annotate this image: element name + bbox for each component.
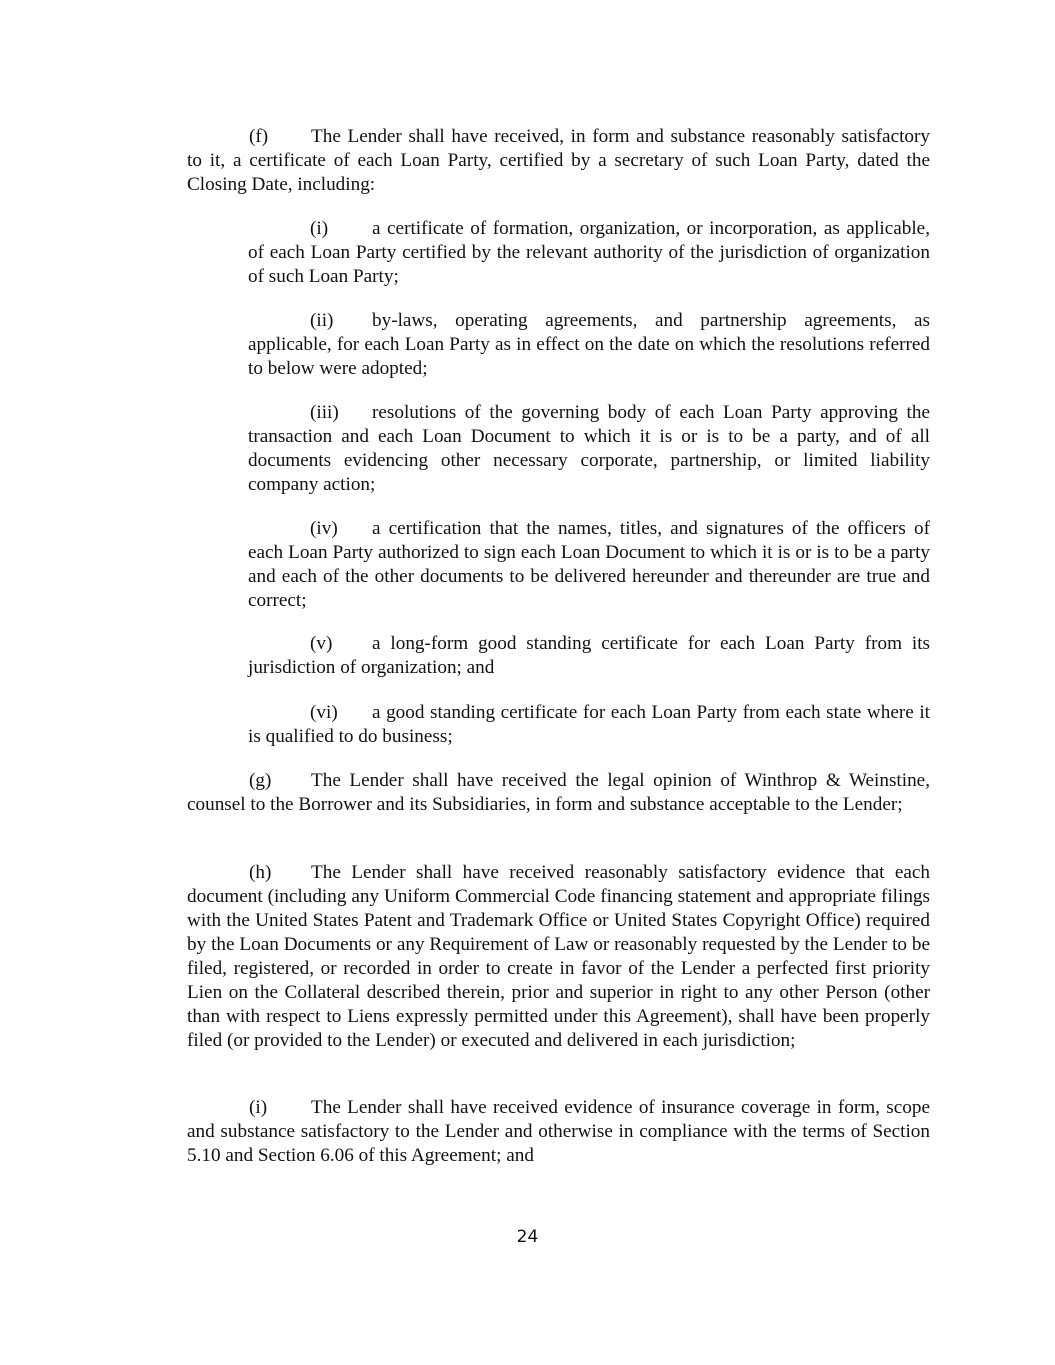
subparagraph-f-i bbox=[248, 217, 930, 289]
paragraph-marker: (i) bbox=[249, 1097, 268, 1118]
subparagraph-f-ii bbox=[248, 309, 930, 381]
paragraph-marker: (g) bbox=[249, 770, 272, 791]
paragraph-text: The Lender shall have received evidence of insurance coverage in form, scope and substance satisfactory to the Lender and otherwise in compliance with the terms of Section 5.10 and Section 6.06 of this Agreement; and bbox=[187, 1097, 930, 1166]
paragraph-marker: (v) bbox=[310, 633, 333, 654]
paragraph-marker: (f) bbox=[249, 126, 269, 147]
subparagraph-f-iv bbox=[248, 517, 930, 613]
paragraph-marker: (iii) bbox=[310, 402, 339, 423]
paragraph-text: a long-form good standing certificate for each Loan Party from its jurisdiction of organization; and bbox=[248, 633, 930, 678]
subparagraph-f-vi bbox=[248, 701, 930, 749]
paragraph-marker: (vi) bbox=[310, 702, 338, 723]
paragraph-marker: (ii) bbox=[310, 310, 334, 331]
paragraph-text: a certificate of formation, organization, or incorporation, as applicable, of each Loan Party certified by the relevant authority of the jurisdiction of organization of such Loan Party; bbox=[248, 218, 930, 287]
paragraph-f bbox=[187, 125, 930, 197]
paragraph-text: The Lender shall have received, in form and substance reasonably satisfactory to it, a certificate of each Loan Party, certified by a secretary of such Loan Party, dated the Closing Date, including: bbox=[187, 126, 930, 195]
paragraph-text: a good standing certificate for each Loan Party from each state where it is qualified to do business; bbox=[248, 702, 930, 747]
paragraph-text: The Lender shall have received the legal opinion of Winthrop & Weinstine, counsel to the Borrower and its Subsidiaries, in form and substance acceptable to the Lender; bbox=[187, 770, 930, 815]
paragraph-text: resolutions of the governing body of each Loan Party approving the transaction and each Loan Document to which it is or is to be a party, and of all documents evidencing other necessary corporate, partnership, or limited liability company action; bbox=[248, 402, 930, 495]
paragraph-marker: (iv) bbox=[310, 518, 338, 539]
paragraph-text: The Lender shall have received reasonably satisfactory evidence that each document (including any Uniform Commercial Code financing statement and appropriate filings with the United States Patent and Trademark Office or United States Copyright Office) required by the Loan Documents or any Requirement of Law or reasonably requested by the Lender to be filed, registered, or recorded in order to create in favor of the Lender a perfected first priority Lien on the Collateral described therein, prior and superior in right to any other Person (other than with respect to Liens expressly permitted under this Agreement), shall have been properly filed (or provided to the Lender) or executed and delivered in each jurisdiction; bbox=[187, 862, 930, 1051]
paragraph-marker: (h) bbox=[249, 862, 272, 883]
paragraph-i bbox=[187, 1096, 930, 1168]
paragraph-text: a certification that the names, titles, and signatures of the officers of each Loan Party authorized to sign each Loan Document to which it is or is to be a party and each of the other documents to be delivered hereunder and thereunder are true and correct; bbox=[248, 518, 930, 611]
paragraph-h bbox=[187, 861, 930, 1053]
paragraph-marker: (i) bbox=[310, 218, 329, 239]
subparagraph-f-iii bbox=[248, 401, 930, 497]
subparagraph-f-v bbox=[248, 632, 930, 680]
page-number: 24 bbox=[516, 1227, 539, 1247]
paragraph-g bbox=[187, 769, 930, 817]
paragraph-text: by-laws, operating agreements, and partnership agreements, as applicable, for each Loan Party as in effect on the date on which the resolutions referred to below were adopted; bbox=[248, 310, 930, 379]
